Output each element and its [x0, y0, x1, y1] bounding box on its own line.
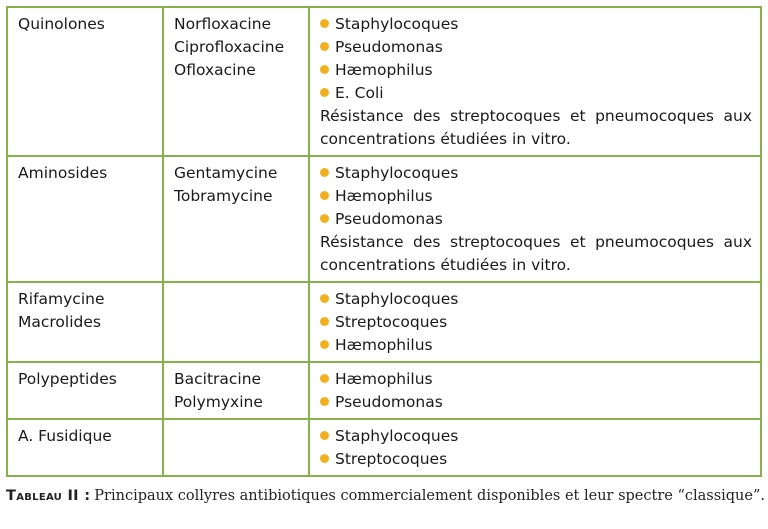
- family-cell: [7, 156, 163, 282]
- bullet-icon: [320, 65, 329, 74]
- spectrum-item: Staphylocoques: [320, 288, 752, 311]
- family-cell: [7, 419, 163, 476]
- bullet-icon: [320, 191, 329, 200]
- spectrum-item: Hæmophilus: [320, 334, 752, 357]
- family-name: Quinolones: [18, 15, 105, 33]
- bullet-icon: [320, 397, 329, 406]
- caption-text: Principaux collyres antibiotiques commercialement disponibles et leur spectre “classique”.: [94, 488, 765, 504]
- family-name: Aminosides: [18, 164, 108, 182]
- spectrum-cell: [309, 282, 761, 362]
- table-row: [7, 362, 761, 419]
- bullet-icon: [320, 374, 329, 383]
- table-row: [7, 7, 761, 156]
- bullet-icon: [320, 340, 329, 349]
- spectrum-item: Pseudomonas: [320, 36, 752, 59]
- table-row: [7, 282, 761, 362]
- spectrum-item: Streptocoques: [320, 311, 752, 334]
- spectrum-item: Hæmophilus: [320, 185, 752, 208]
- family-cell: [7, 362, 163, 419]
- caption-label: Tableau II :: [6, 488, 91, 504]
- table-row: [7, 419, 761, 476]
- spectrum-item: Staphylocoques: [320, 13, 752, 36]
- drug-name: Norfloxacine: [174, 15, 272, 33]
- family-name: Rifamycine: [18, 290, 105, 308]
- family-cell: [7, 282, 163, 362]
- antibiotic-table: [6, 6, 762, 477]
- drugs-cell: [163, 7, 309, 156]
- drug-name: Ofloxacine: [174, 61, 256, 79]
- family-cell: [7, 7, 163, 156]
- spectrum-item: Streptocoques: [320, 448, 752, 471]
- drugs-cell: [163, 282, 309, 362]
- spectrum-cell: [309, 7, 761, 156]
- spectrum-cell: [309, 419, 761, 476]
- spectrum-cell: [309, 156, 761, 282]
- bullet-icon: [320, 88, 329, 97]
- drugs-cell: [163, 419, 309, 476]
- bullet-icon: [320, 454, 329, 463]
- drug-name: Bacitracine: [174, 370, 262, 388]
- bullet-icon: [320, 431, 329, 440]
- drug-name: Polymyxine: [174, 393, 263, 411]
- bullet-icon: [320, 168, 329, 177]
- bullet-icon: [320, 294, 329, 303]
- family-name: A. Fusidique: [18, 427, 112, 445]
- spectrum-item: Hæmophilus: [320, 59, 752, 82]
- spectrum-item: Hæmophilus: [320, 368, 752, 391]
- drugs-cell: [163, 156, 309, 282]
- drugs-cell: [163, 362, 309, 419]
- bullet-icon: [320, 317, 329, 326]
- family-name: Polypeptides: [18, 370, 117, 388]
- table-caption: [6, 488, 765, 504]
- drug-name: Tobramycine: [174, 187, 273, 205]
- spectrum-item: E. Coli: [320, 82, 752, 105]
- spectrum-item: Staphylocoques: [320, 425, 752, 448]
- spectrum-cell: [309, 362, 761, 419]
- bullet-icon: [320, 214, 329, 223]
- spectrum-item: Pseudomonas: [320, 391, 752, 414]
- resistance-note: Résistance des streptocoques et pneumocoques aux concentrations étudiées in vitro.: [320, 233, 752, 274]
- drug-name: Ciprofloxacine: [174, 38, 285, 56]
- spectrum-item: Staphylocoques: [320, 162, 752, 185]
- table-row: [7, 156, 761, 282]
- drug-name: Gentamycine: [174, 164, 278, 182]
- family-name: Macrolides: [18, 313, 101, 331]
- bullet-icon: [320, 19, 329, 28]
- spectrum-item: Pseudomonas: [320, 208, 752, 231]
- bullet-icon: [320, 42, 329, 51]
- antibiotic-table-container: [6, 6, 760, 477]
- resistance-note: Résistance des streptocoques et pneumocoques aux concentrations étudiées in vitro.: [320, 107, 752, 148]
